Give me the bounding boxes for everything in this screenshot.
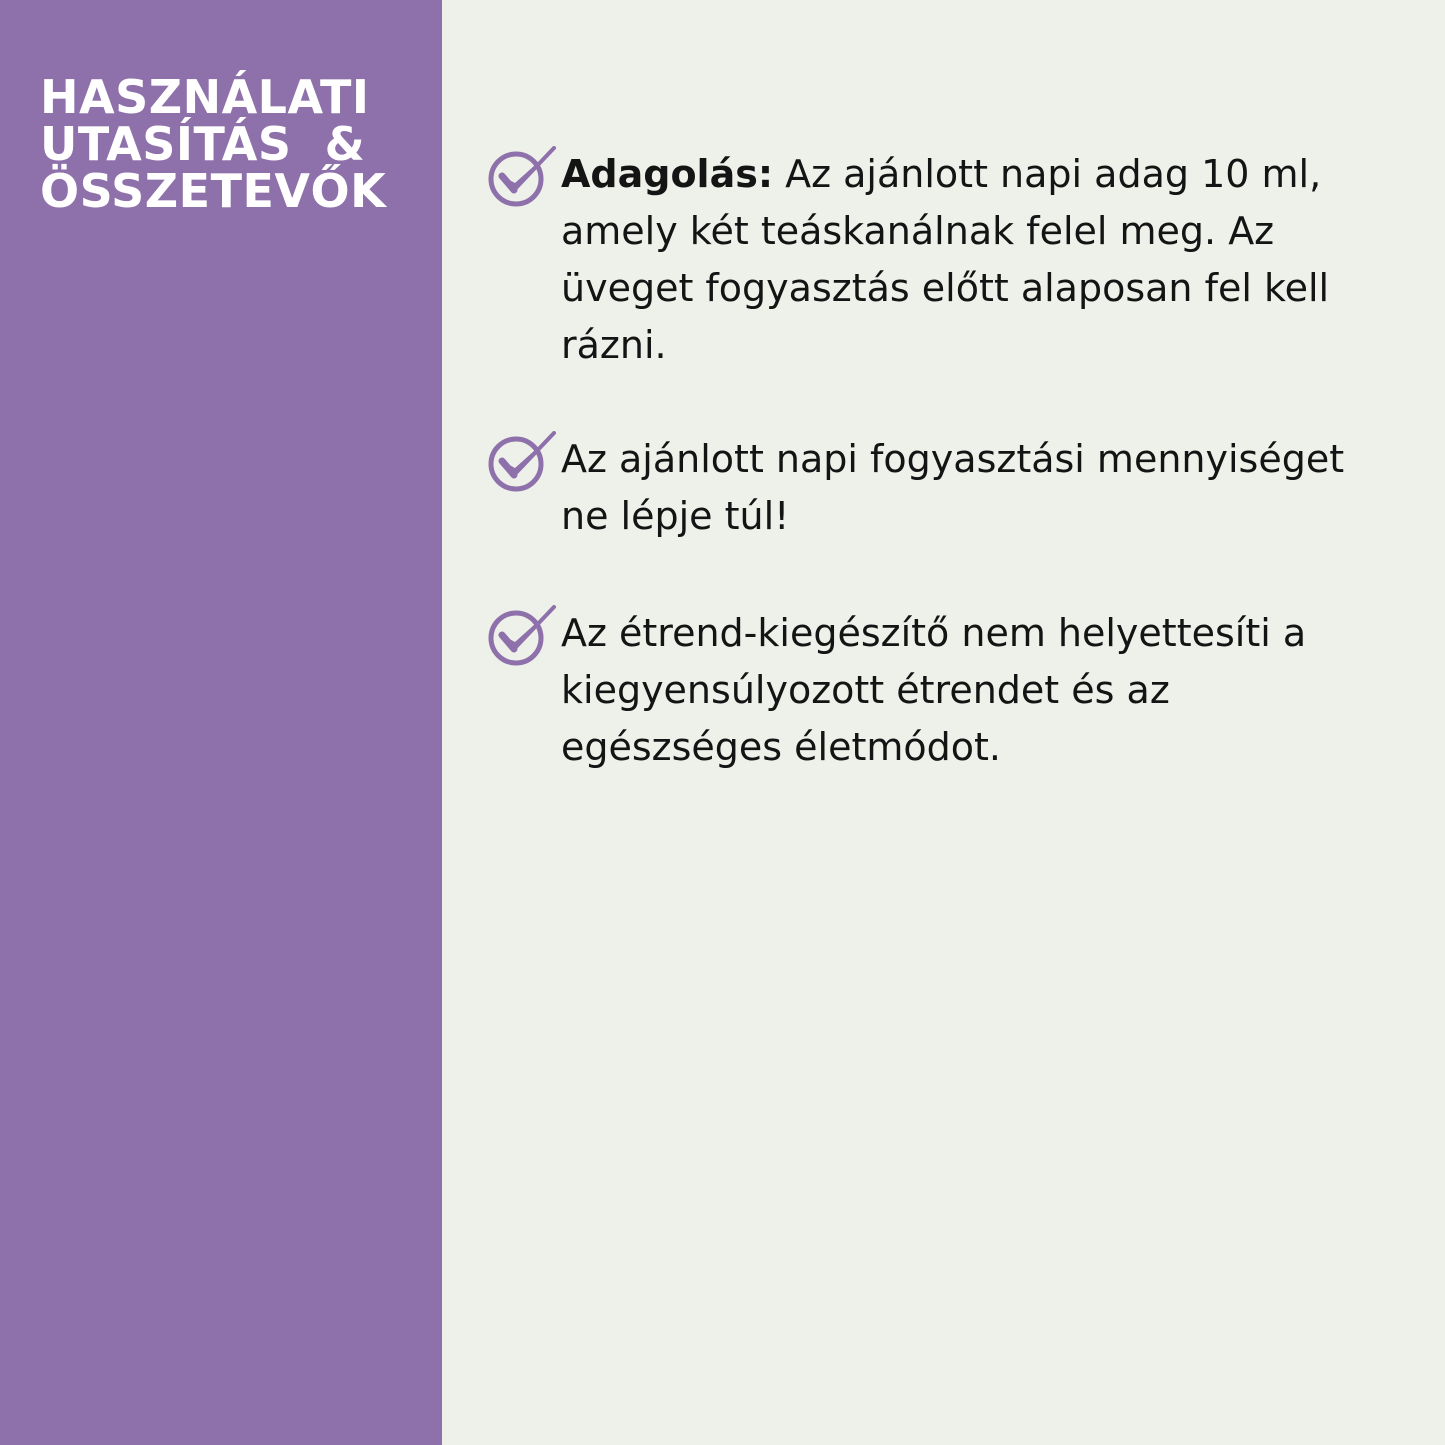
sidebar-title-line: UTASÍTÁS & [40,117,366,171]
sidebar-title-line: HASZNÁLATI [40,70,370,124]
list-item-body: Az ajánlott napi adag 10 ml, amely két teáskanálnak felel meg. Az üveget fogyasztás előtt alaposan fel kell rázni. [561,152,1330,367]
list-item-body: Az étrend-kiegészítő nem helyettesíti a kiegyensúlyozott étrendet és az egészséges életmódot. [561,611,1307,769]
list-item-text [561,431,1361,545]
check-circle-icon [488,431,560,495]
sidebar-title [40,70,420,218]
list-item-body: Az ajánlott napi fogyasztási mennyiséget ne lépje túl! [561,437,1345,538]
list-item-text [561,605,1361,776]
check-circle-icon [488,605,560,669]
list-item-text [561,146,1361,374]
list-item-label: Adagolás: [561,152,774,196]
check-circle-icon [488,146,560,210]
sidebar [0,0,442,1445]
sidebar-title-line: ÖSSZETEVŐK [40,164,387,218]
